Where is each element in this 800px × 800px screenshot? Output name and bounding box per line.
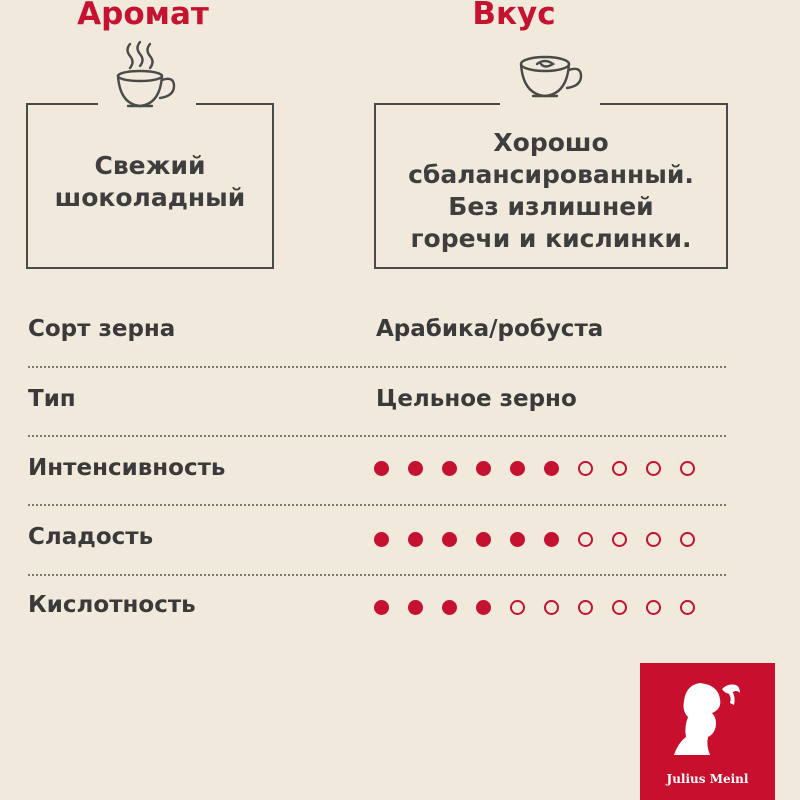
taste-description <box>376 127 726 255</box>
taste-description-line: горечи и кислинки. <box>410 224 692 253</box>
rating-dot-filled <box>442 532 457 547</box>
acidity-rating <box>374 600 695 615</box>
rating-dot-empty <box>680 600 695 615</box>
rating-dot-filled <box>544 461 559 476</box>
dotted-divider <box>28 574 726 576</box>
logo-text: Julius Meinl <box>666 772 749 786</box>
sweetness-rating <box>374 532 695 547</box>
taste-description-line: Хорошо <box>493 128 609 157</box>
taste-title: Вкус <box>472 0 556 32</box>
aroma-frame <box>26 103 274 269</box>
rating-dot-filled <box>476 532 491 547</box>
rating-dot-empty <box>510 600 525 615</box>
aroma-description-line: шоколадный <box>54 183 246 212</box>
rating-dot-filled <box>408 600 423 615</box>
spec-value: Арабика/робуста <box>376 316 604 342</box>
rating-dot-filled <box>476 600 491 615</box>
rating-dot-filled <box>442 461 457 476</box>
frame-edge <box>196 103 272 105</box>
julius-meinl-logo <box>640 663 775 800</box>
rating-dot-empty <box>680 532 695 547</box>
rating-dot-empty <box>578 461 593 476</box>
spec-label: Сладость <box>28 524 154 550</box>
rating-dot-empty <box>612 461 627 476</box>
rating-dot-empty <box>612 532 627 547</box>
intensity-rating <box>374 461 695 476</box>
spec-label: Тип <box>28 386 76 412</box>
dotted-divider <box>28 366 726 368</box>
spec-row-sweetness <box>28 524 728 564</box>
rating-dot-filled <box>510 461 525 476</box>
taste-description-line: сбалансированный. <box>408 160 694 189</box>
frame-edge <box>374 103 500 105</box>
rating-dot-filled <box>374 461 389 476</box>
taste-description-line: Без излишней <box>448 192 654 221</box>
rating-dot-empty <box>646 461 661 476</box>
rating-dot-empty <box>646 600 661 615</box>
rating-dot-filled <box>442 600 457 615</box>
moor-boy-emblem <box>640 663 775 773</box>
spec-row-acidity <box>28 592 728 632</box>
rating-dot-filled <box>374 600 389 615</box>
rating-dot-empty <box>578 532 593 547</box>
spec-row-bean-type <box>28 316 728 356</box>
spec-label: Кислотность <box>28 592 196 618</box>
spec-label: Интенсивность <box>28 455 226 481</box>
rating-dot-filled <box>544 532 559 547</box>
rating-dot-filled <box>476 461 491 476</box>
spec-row-type <box>28 386 728 426</box>
spec-value: Цельное зерно <box>376 386 577 412</box>
aroma-description-line: Свежий <box>94 151 206 180</box>
dotted-divider <box>28 504 726 506</box>
dotted-divider <box>28 435 726 437</box>
frame-edge <box>26 103 98 105</box>
rating-dot-empty <box>646 532 661 547</box>
taste-frame <box>374 103 728 269</box>
rating-dot-empty <box>578 600 593 615</box>
aroma-title: Аромат <box>77 0 209 32</box>
spec-label: Сорт зерна <box>28 316 176 342</box>
rating-dot-filled <box>408 461 423 476</box>
aroma-description <box>28 150 272 214</box>
rating-dot-empty <box>680 461 695 476</box>
rating-dot-empty <box>612 600 627 615</box>
frame-edge <box>600 103 726 105</box>
rating-dot-filled <box>408 532 423 547</box>
rating-dot-filled <box>510 532 525 547</box>
spec-row-intensity <box>28 455 728 495</box>
rating-dot-empty <box>544 600 559 615</box>
rating-dot-filled <box>374 532 389 547</box>
